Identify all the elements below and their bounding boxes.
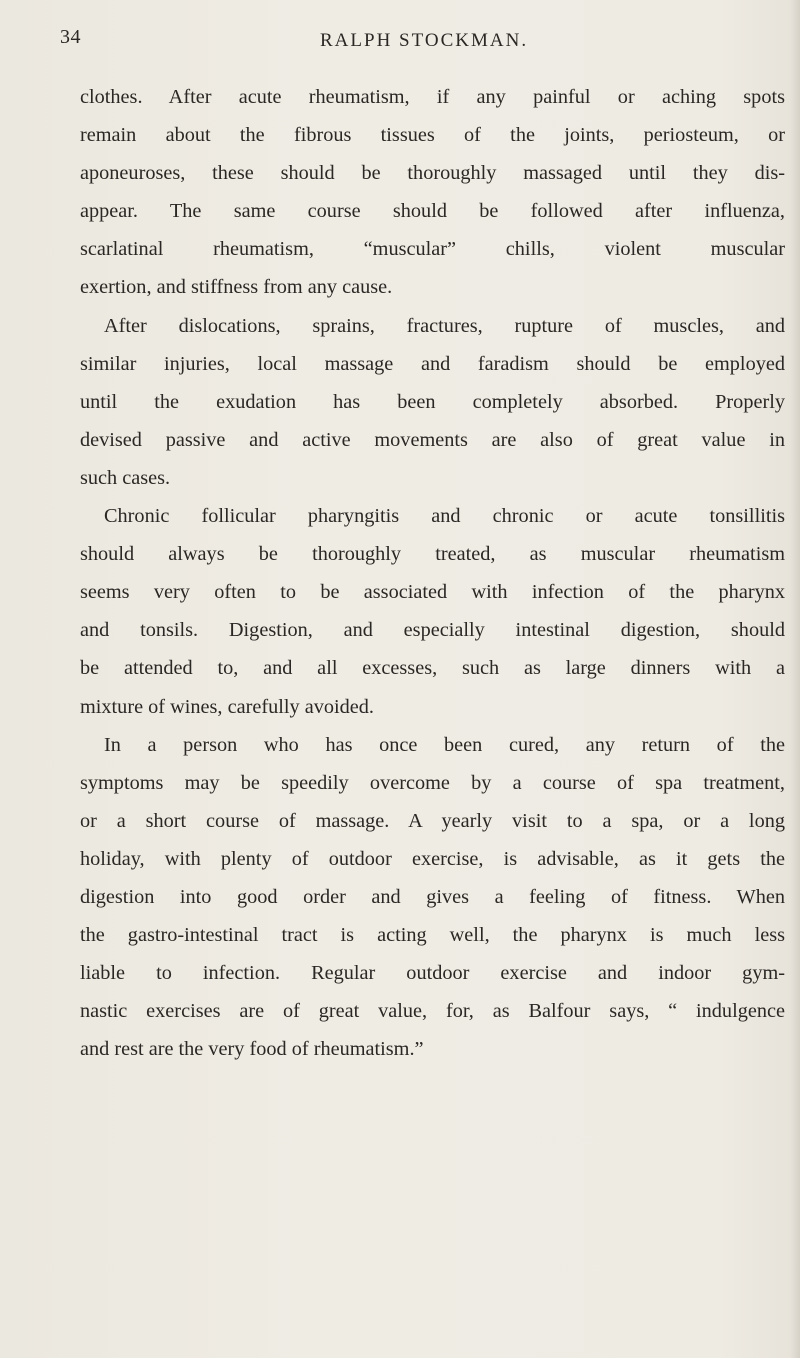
text-line: or a short course of massage. A yearly visit to a spa, or a long <box>80 809 785 832</box>
text-line: and rest are the very food of rheumatism.” <box>80 1038 424 1061</box>
text-line: remain about the fibrous tissues of the joints, periosteum, or <box>80 124 785 147</box>
text-line: such cases. <box>80 466 171 489</box>
text-line: devised passive and active movements are also of great value in <box>80 428 785 451</box>
page-number: 34 <box>60 26 81 48</box>
text-line: seems very often to be associated with infection of the pharynx <box>80 581 785 604</box>
text-line: until the exudation has been completely absorbed. Properly <box>80 390 785 413</box>
page-edge-shadow <box>790 0 800 1358</box>
text-line: symptoms may be speedily overcome by a course of spa treatment, <box>80 771 785 794</box>
body-text <box>80 78 785 1068</box>
text-line: clothes. After acute rheumatism, if any painful or aching spots <box>80 86 785 108</box>
text-line: aponeuroses, these should be thoroughly massaged until they dis- <box>80 162 785 185</box>
text-line: digestion into good order and gives a feeling of fitness. When <box>80 885 785 908</box>
text-line: Chronic follicular pharyngitis and chronic or acute tonsillitis <box>104 505 785 528</box>
text-line: be attended to, and all excesses, such as large dinners with a <box>80 657 785 680</box>
text-line: should always be thoroughly treated, as muscular rheumatism <box>80 543 785 566</box>
running-head: RALPH STOCKMAN. <box>320 30 529 51</box>
text-line: mixture of wines, carefully avoided. <box>80 695 374 718</box>
text-line: the gastro-intestinal tract is acting well, the pharynx is much less <box>80 924 785 947</box>
text-line: nastic exercises are of great value, for, as Balfour says, “ indulgence <box>80 1000 785 1023</box>
text-line: appear. The same course should be followed after influenza, <box>80 200 785 223</box>
text-line: liable to infection. Regular outdoor exercise and indoor gym- <box>80 962 785 985</box>
text-line: After dislocations, sprains, fractures, rupture of muscles, and <box>104 314 785 337</box>
text-line: similar injuries, local massage and faradism should be employed <box>80 352 785 375</box>
text-line: In a person who has once been cured, any return of the <box>104 733 785 756</box>
text-line: scarlatinal rheumatism, “muscular” chills, violent muscular <box>80 238 785 261</box>
text-line: exertion, and stiffness from any cause. <box>80 276 393 299</box>
text-line: and tonsils. Digestion, and especially intestinal digestion, should <box>80 619 785 642</box>
page-header <box>0 26 800 56</box>
text-line: holiday, with plenty of outdoor exercise, is advisable, as it gets the <box>80 847 785 870</box>
